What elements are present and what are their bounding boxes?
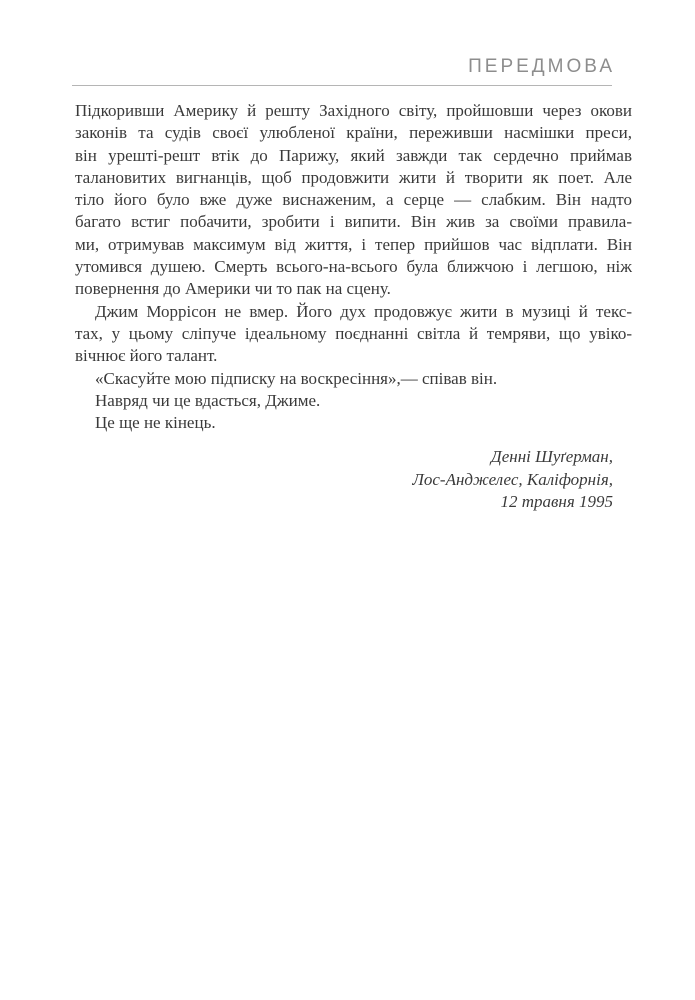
text-line: талановитих вигнанців, щоб продовжити жити й творити як поет. Але	[75, 167, 632, 187]
signature-line: 12 травня 1995	[500, 492, 613, 511]
text-line: багато встиг побачити, зробити і випити. Він жив за своїми правила-	[75, 212, 632, 232]
text-line: утомився душею. Смерть всього-на-всього була ближчою і легшою, ніж	[75, 257, 632, 277]
text-line: Джим Моррісон не вмер. Його дух продовжує жити в музиці й текс-	[95, 301, 632, 321]
chapter-title: ПЕРЕДМОВА	[468, 56, 615, 77]
text-line: вічнює його талант.	[75, 346, 218, 366]
text-line: Це ще не кінець.	[95, 413, 216, 433]
text-line: він урешті-решт втік до Парижу, який завжди так сердечно приймав	[75, 145, 632, 165]
text-line: Підкоривши Америку й решту Західного світу, пройшовши через окови	[75, 101, 632, 120]
signature-line: Денні Шуґерман,	[490, 447, 613, 466]
signature-block	[412, 446, 613, 514]
text-line: тіло його було вже дуже виснаженим, а серце — слабким. Він надто	[75, 190, 632, 210]
text-line: законів та судів своєї улюбленої країни, переживши насмішки преси,	[75, 123, 632, 143]
signature-line: Лос-Анджелес, Каліфорнія,	[412, 469, 613, 489]
text-line: ми, отримував максимум від життя, і тепер прийшов час відплати. Він	[75, 234, 632, 254]
body-text	[75, 100, 632, 434]
text-line: Навряд чи це вдасться, Джиме.	[95, 390, 321, 410]
text-line: повернення до Америки чи то пак на сцену.	[75, 279, 391, 299]
text-line: «Скасуйте мою підписку на воскресіння»,— співав він.	[95, 368, 498, 388]
text-line: тах, у цьому сліпуче ідеальному поєднанні світла й темряви, що увіко-	[75, 323, 632, 343]
chapter-header	[72, 56, 615, 86]
